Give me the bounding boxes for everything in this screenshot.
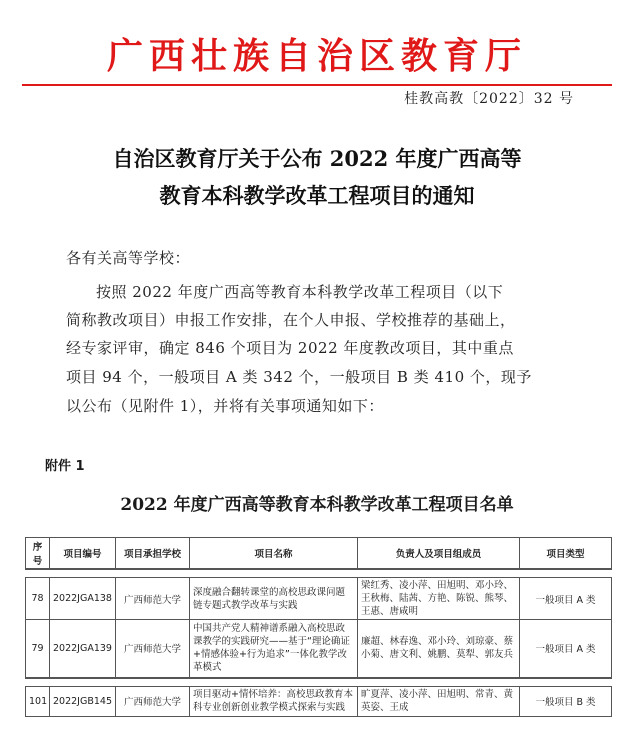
project-name: 中国共产党人精神谱系融入高校思政课教学的实践研究——基于“理论确证+情感体验+行为追求”一体化教学改革模式 [190, 620, 358, 678]
project-members: 旷夏萍、凌小萍、田旭明、常青、黄英姿、王成 [358, 686, 520, 716]
issuing-department-header: 广西壮族自治区教育厅 [106, 35, 527, 77]
attachment-label: 附件 1 [45, 459, 85, 474]
project-code: 2022JGA139 [50, 620, 116, 678]
column-header: 项目编号 [50, 538, 116, 570]
project-name: 深度融合翻转课堂的高校思政课问题链专题式教学改革与实践 [190, 578, 358, 620]
column-header: 项目承担学校 [116, 538, 190, 570]
project-members: 梁红秀、凌小萍、田旭明、邓小玲、王秋梅、陆茜、方艳、陈锐、熊琴、王惠、唐咸明 [358, 578, 520, 620]
row-number: 101 [26, 686, 50, 716]
attachment-title: 2022 年度广西高等教育本科教学改革工程项目名单 [120, 495, 514, 515]
body-line: 简称教改项目）申报工作安排，在个人申报、学校推荐的基础上， [66, 311, 516, 329]
project-type: 一般项目 A 类 [520, 620, 612, 678]
column-header: 项目类型 [520, 538, 612, 570]
body-line: 经专家评审，确定 846 个项目为 2022 年度教改项目，其中重点 [66, 339, 514, 357]
document-number: 桂教高教〔2022〕32 号 [404, 91, 574, 107]
header-red-divider [22, 84, 612, 86]
column-header: 序号 [26, 538, 50, 570]
project-name: 项目驱动+情怀培养：高校思政教育本科专业创新创业教学模式探索与实践 [190, 686, 358, 716]
project-school: 广西师范大学 [116, 686, 190, 716]
salutation: 各有关高等学校： [66, 249, 191, 267]
notice-title-line-2: 教育本科教学改革工程项目的通知 [159, 183, 475, 208]
project-code: 2022JGA138 [50, 578, 116, 620]
project-table [25, 537, 612, 717]
body-line: 按照 2022 年度广西高等教育本科教学改革工程项目（以下 [96, 283, 504, 301]
row-number: 79 [26, 620, 50, 678]
project-school: 广西师范大学 [116, 620, 190, 678]
row-number: 78 [26, 578, 50, 620]
table-row [26, 686, 612, 716]
column-header: 项目名称 [190, 538, 358, 570]
table-row [26, 578, 612, 620]
table-header-row [26, 538, 612, 570]
project-type: 一般项目 A 类 [520, 578, 612, 620]
body-line: 以公布（见附件 1），并将有关事项通知如下： [66, 397, 384, 415]
column-header: 负责人及项目组成员 [358, 538, 520, 570]
project-code: 2022JGB145 [50, 686, 116, 716]
project-school: 广西师范大学 [116, 578, 190, 620]
project-type: 一般项目 B 类 [520, 686, 612, 716]
table-gap [26, 678, 612, 687]
notice-title-line-1: 自治区教育厅关于公布 2022 年度广西高等 [112, 146, 522, 171]
project-members: 廉超、林春逸、邓小玲、刘琼豪、蔡小菊、唐文利、姚鹏、莫犁、郭友兵 [358, 620, 520, 678]
table-gap [26, 569, 612, 578]
table-row [26, 620, 612, 678]
body-line: 项目 94 个，一般项目 A 类 342 个，一般项目 B 类 410 个，现予 [66, 368, 532, 386]
